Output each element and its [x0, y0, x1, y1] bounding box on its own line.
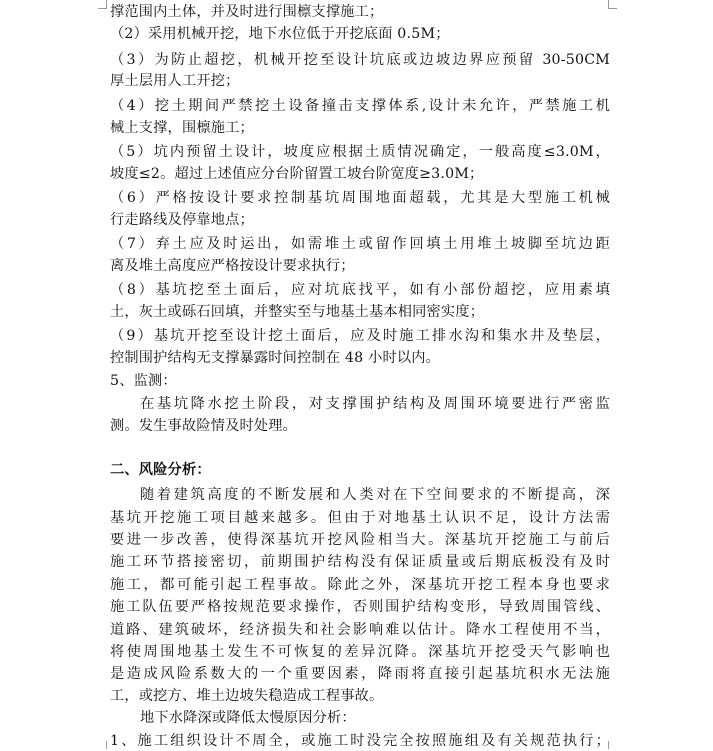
list-item-5: （5）坑内预留土设计，坡度应根据土质情况确定，一般高度≤3.0M， — [110, 144, 610, 160]
list-item-7: （7）弃土应及时运出，如需堆土或留作回填土用堆土坡脚至坑边距 — [110, 236, 610, 252]
page-corner-mark — [98, 0, 107, 9]
paragraph-line: 要进一步改善，使得深基坑开挖风险相当大。深基坑开挖施工与前后 — [110, 532, 610, 548]
list-item-4-cont: 械上支撑，围檩施工； — [110, 120, 254, 136]
list-item-cause-1: 1、施工组织设计不周全，或施工时没完全按照施组及有关规范执行； — [110, 733, 610, 749]
page-corner-mark — [98, 741, 107, 749]
paragraph-line: 在基坑降水挖土阶段，对支撑围护结构及周围环境要进行严密监 — [140, 396, 610, 412]
paragraph-line: 将使周围地基土发生不可恢复的差异沉降。深基坑开挖受天气影响也 — [110, 644, 610, 660]
list-item-8-cont: 土，灰土或砾石回填，并整实至与地基土基本相同密实度； — [110, 304, 485, 320]
list-item-8: （8）基坑挖至土面后，应对坑底找平，如有小部份超挖，应用素填 — [110, 282, 610, 298]
list-item-5-cont: 坡度≤2。超过上述值应分台阶留置工坡台阶宽度≥3.0M； — [110, 166, 484, 182]
list-item-3: （3）为防止超挖，机械开挖至设计坑底或边坡边界应预留 30-50CM — [110, 52, 610, 68]
paragraph-line: 工，或挖方、堆土边坡失稳造成工程事故。 — [110, 688, 384, 704]
paragraph-line: 测。发生事故险情及时处理。 — [110, 418, 298, 434]
section-heading-risk-analysis: 二、风险分析： — [110, 462, 211, 478]
list-item-6: （6）严格按设计要求控制基坑周围地面超载，尤其是大型施工机械 — [110, 190, 610, 206]
list-item-6-cont: 行走路线及停靠地点； — [110, 212, 254, 228]
list-item-9: （9）基坑开挖至设计挖土面后，应及时施工排水沟和集水井及垫层， — [110, 328, 610, 344]
paragraph-line: 随着建筑高度的不断发展和人类对在下空间要求的不断提高，深 — [140, 487, 610, 503]
list-item-4: （4）挖土期间严禁挖土设备撞击支撑体系,设计未允许，严禁施工机 — [110, 98, 610, 114]
list-item-2: （2）采用机械开挖，地下水位低于开挖底面 0.5M； — [110, 26, 450, 42]
paragraph-line: 撑范围内土体，并及时进行围檩支撑施工； — [110, 4, 384, 20]
list-item-3-cont: 厚土层用人工开挖； — [110, 73, 240, 89]
paragraph-line: 施工环节搭接密切，前期围护结构没有保证质量或后期底板没有及时 — [110, 554, 610, 570]
list-item-7-cont: 离及堆土高度应严格按设计要求执行； — [110, 258, 355, 274]
paragraph-line: 基坑开挖施工项目越来越多。但由于对地基土认识不足，设计方法需 — [110, 510, 610, 526]
section-heading-monitoring: 5、监测： — [110, 373, 177, 389]
list-item-9-cont: 控制围护结构无支撑暴露时间控制在 48 小时以内。 — [110, 350, 441, 366]
paragraph-line: 是造成风险系数大的一个重要因素，降雨将直接引起基坑积水无法施 — [110, 666, 610, 682]
subheading-cause-analysis: 地下水降深或降低太慢原因分析： — [140, 710, 356, 726]
paragraph-line: 施工，都可能引起工程事故。除此之外，深基坑开挖工程本身也要求 — [110, 577, 610, 593]
paragraph-line: 施工队伍要严格按规范要求操作，否则围护结构变形，导致周围管线、 — [110, 599, 610, 615]
paragraph-line: 道路、建筑破坏，经济损失和社会影响难以估计。降水工程使用不当， — [110, 622, 610, 638]
